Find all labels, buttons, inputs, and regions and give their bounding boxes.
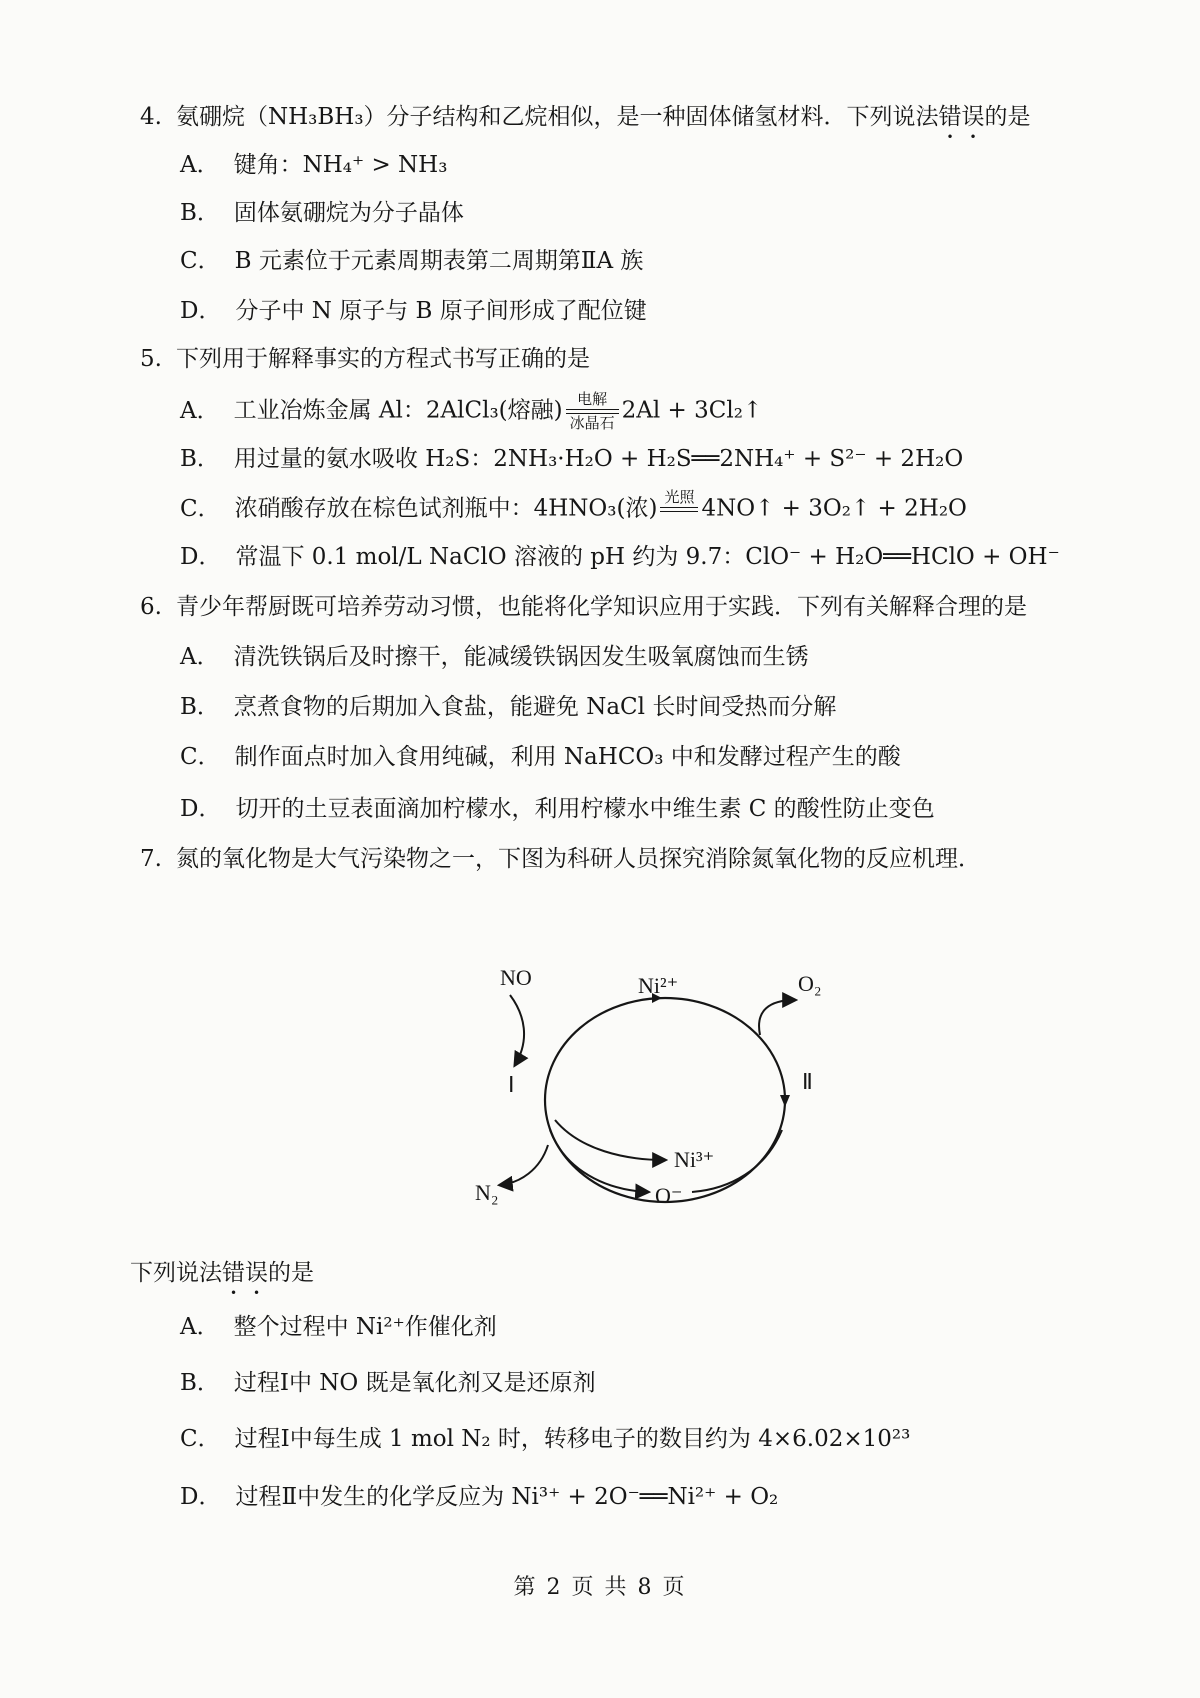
sub-stem-emphasis: 错误 — [222, 1260, 268, 1286]
option-label: C． — [180, 248, 221, 274]
q7-option-b — [180, 1366, 596, 1400]
option-text: 分子中 N 原子与 B 原子间形成了配位键 — [235, 298, 647, 324]
option-text: 过程Ⅰ中 NO 既是氧化剂又是还原剂 — [233, 1370, 596, 1396]
option-label: B． — [180, 200, 220, 226]
question-5-stem — [140, 342, 590, 376]
q5-option-b — [180, 442, 963, 476]
option-text: 过程Ⅱ中发生的化学反应为 Ni³⁺ + 2O⁻══Ni²⁺ + O₂ — [235, 1484, 779, 1510]
stem-end: 的是 — [984, 104, 1031, 130]
option-label: B． — [180, 446, 220, 472]
no-input-arrow — [510, 995, 524, 1065]
question-number: 7. — [140, 846, 162, 872]
option-text: 清洗铁锅后及时擦干，能减缓铁锅因发生吸氧腐蚀而生锈 — [233, 644, 809, 670]
q5-option-d — [180, 540, 1060, 574]
label-o-minus: O⁻ — [655, 1183, 683, 1208]
option-label: D． — [180, 544, 222, 570]
reaction-condition — [566, 392, 619, 431]
cycle-arrow-right — [780, 1095, 790, 1107]
q6-option-a — [180, 640, 809, 674]
label-ni2: Ni²⁺ — [638, 973, 679, 998]
label-process-1: Ⅰ — [508, 1072, 515, 1097]
q4-option-d — [180, 294, 647, 328]
equation-left: 浓硝酸存放在棕色试剂瓶中：4HNO₃(浓) — [234, 495, 658, 522]
question-6-stem — [140, 590, 1027, 624]
condition-bottom — [660, 512, 698, 529]
q7-option-d — [180, 1480, 778, 1514]
equation-right: 4NO↑ + 3O₂↑ + 2H₂O — [701, 495, 967, 522]
q7-option-c — [180, 1422, 910, 1456]
option-label: A． — [180, 152, 220, 178]
label-process-2: Ⅱ — [802, 1069, 813, 1094]
o2-output-arrow — [759, 1000, 795, 1035]
q6-option-d — [180, 792, 935, 826]
label-no: NO — [500, 965, 532, 990]
question-7-sub-stem — [130, 1256, 314, 1300]
page-footer: 第 2 页 共 8 页 — [513, 1575, 687, 1600]
equation-right: 2Al + 3Cl₂↑ — [621, 397, 763, 424]
q4-option-a — [180, 148, 447, 182]
q5-option-c — [180, 490, 967, 529]
option-text: B 元素位于元素周期表第二周期第ⅡA 族 — [234, 248, 644, 274]
sub-stem-text: 下列说法 — [130, 1260, 222, 1286]
question-number: 5. — [140, 346, 162, 372]
option-text: 切开的土豆表面滴加柠檬水，利用柠檬水中维生素 C 的酸性防止变色 — [235, 796, 935, 822]
option-text: 用过量的氨水吸收 H₂S：2NH₃·H₂O + H₂S══2NH₄⁺ + S²⁻ + 2H₂O — [233, 446, 964, 472]
option-label: A． — [180, 644, 220, 670]
stem-text: 青少年帮厨既可培养劳动习惯，也能将化学知识应用于实践．下列有关解释合理的是 — [175, 594, 1027, 620]
option-text: 键角：NH₄⁺ > NH₃ — [233, 152, 448, 178]
stem-text: 氨硼烷（NH₃BH₃）分子结构和乙烷相似，是一种固体储氢材料．下列说法 — [175, 104, 939, 130]
q4-option-c — [180, 244, 643, 278]
ni3-output-arrow — [555, 1120, 665, 1160]
label-n2: N₂ — [475, 1180, 499, 1205]
question-number: 4. — [140, 104, 162, 130]
label-o2: O₂ — [798, 971, 822, 996]
stem-text: 氮的氧化物是大气污染物之一，下图为科研人员探究消除氮氧化物的反应机理． — [175, 846, 981, 872]
reaction-mechanism-diagram — [430, 955, 850, 1235]
label-ni3: Ni³⁺ — [674, 1147, 715, 1172]
sub-stem-end: 的是 — [268, 1260, 314, 1286]
option-text: 制作面点时加入食用纯碱，利用 NaHCO₃ 中和发酵过程产生的酸 — [234, 744, 901, 770]
question-4-stem — [140, 100, 1031, 144]
condition-bottom: 冰晶石 — [569, 414, 615, 432]
option-text: 固体氨硼烷为分子晶体 — [233, 200, 464, 226]
option-text: 整个过程中 Ni²⁺作催化剂 — [233, 1314, 497, 1340]
option-label: D． — [180, 796, 222, 822]
o-minus-output-arrow — [550, 1130, 648, 1192]
option-label: A． — [180, 397, 220, 424]
option-label: D． — [180, 1484, 222, 1510]
option-label: A． — [180, 1314, 220, 1340]
option-label: B． — [180, 694, 220, 720]
stem-emphasis: 错误 — [938, 104, 985, 130]
q5-option-a — [180, 392, 762, 431]
option-text: 烹煮食物的后期加入食盐，能避免 NaCl 长时间受热而分解 — [233, 694, 837, 720]
q6-option-c — [180, 740, 901, 774]
condition-top: 电解 — [577, 390, 608, 408]
reaction-condition — [660, 490, 698, 529]
option-label: C． — [180, 1426, 221, 1452]
option-label: C． — [180, 495, 221, 522]
option-label: B． — [180, 1370, 220, 1396]
q7-option-a — [180, 1310, 497, 1344]
n2-output-arrow — [500, 1145, 548, 1185]
option-label: D． — [180, 298, 222, 324]
stem-text: 下列用于解释事实的方程式书写正确的是 — [175, 346, 590, 372]
condition-top: 光照 — [664, 488, 695, 506]
option-text: 过程Ⅰ中每生成 1 mol N₂ 时，转移电子的数目约为 4×6.02×10²³ — [234, 1426, 911, 1452]
question-7-stem — [140, 842, 981, 876]
equation-left: 工业冶炼金属 Al：2AlCl₃(熔融) — [233, 397, 563, 424]
option-text: 常温下 0.1 mol/L NaClO 溶液的 pH 约为 9.7：ClO⁻ + H₂O══HClO + OH⁻ — [235, 544, 1060, 570]
question-number: 6. — [140, 594, 162, 620]
option-label: C． — [180, 744, 221, 770]
q6-option-b — [180, 690, 836, 724]
q4-option-b — [180, 196, 464, 230]
